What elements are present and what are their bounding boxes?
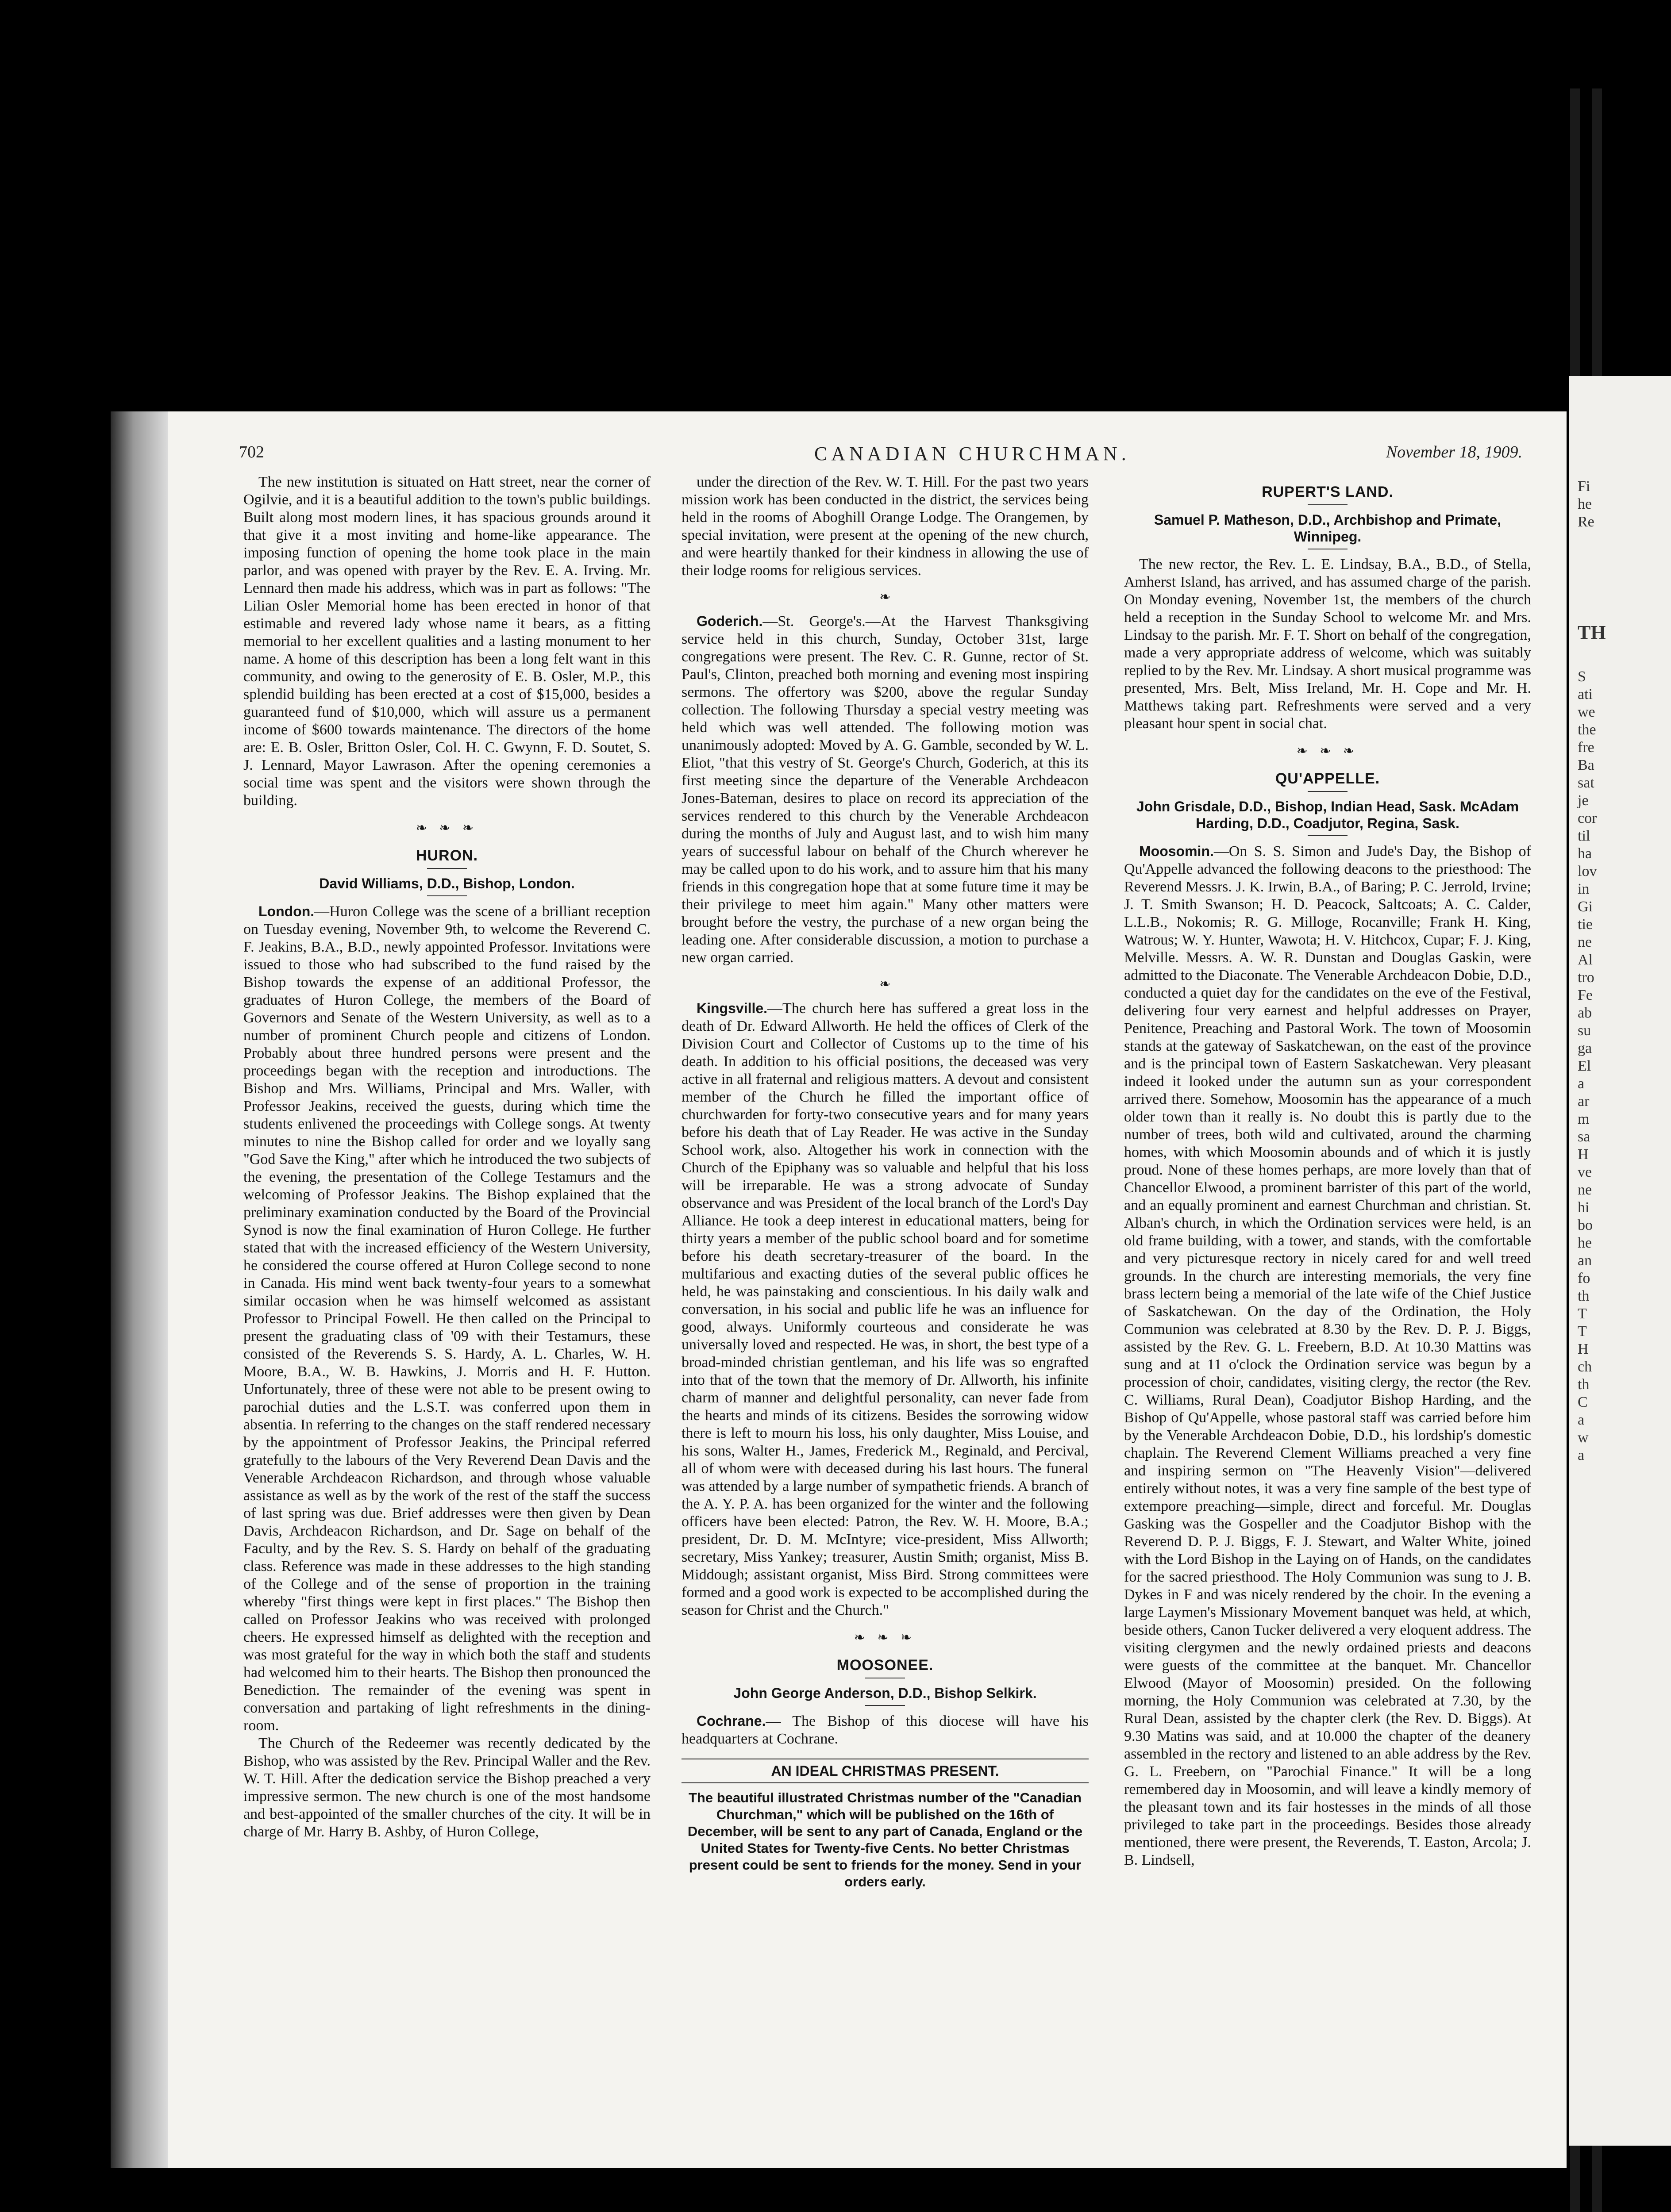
fragment-line: Fe — [1578, 987, 1593, 1003]
fragment-line: tie — [1578, 916, 1593, 933]
section-heading-moosonee: MOOSONEE. — [836, 1657, 934, 1674]
fragment-line: bo — [1578, 1217, 1593, 1233]
fragment-line: m — [1578, 1111, 1590, 1127]
fragment-line: ga — [1578, 1040, 1592, 1056]
london-text: —Huron College was the scene of a brilliant reception on Tuesday evening, November 9th, to welcome the Reverend C. F. Jeakins, B.A., B.D., newly appointed Professor. Invitations were issued to those who had subscribed to the fund raised by the Bishop towards the expense of an additional Professor, the graduates of Huron College, the members of the Board of Governors and Senate of the Western University, as well as to a number of prominent Church people and citizens of London. Probably about three hundred persons were present and the proceedings began with the reception and introductions. The Bishop and Mrs. Williams, Principal and Mrs. Waller, with Professor Jeakins, received the guests, during which time the students enlivened the proceedings with College songs. At twenty minutes to nine the Bishop called for order and we loyally sang "God Save the King," after which he introduced the two subjects of the evening, the presentation of the College Testamurs and the welcoming of Professor Jeakins. The Bishop explained that the preliminary examination conducted by the Board of the Provincial Synod is now the final examination of Huron College. He further stated that with the increased efficiency of the Western University, he considered the course offered at Huron College second to none in Canada. His mind went back twenty-four years to a somewhat similar occasion when he was himself welcomed as assistant Professor to Principal Fowell. He then called on the Principal to present the graduating class of '09 with their Testamurs, these consisted of the Reverends S. S. Hardy, A. L. Charles, W. H. Moore, B.A., W. B. Hawkins, J. Morris and H. F. Hutton. Unfortunately, three of these were not able to be present owing to parochial duties and the L.S.T. was conferred upon them in absentia. In referring to the changes on the staff rendered necessary by the appointment of Professor Jeakins, the Principal referred gratefully to the labours of the Very Reverend Dean Davis and the Venerable Archdeacon Richardson, and through whose valuable assistance as well as by the work of the rest of the staff the success of last spring was due. Brief addresses were then given by Dean Davis, Archdeacon Richardson, and Dr. Sage on behalf of the Faculty, and by the Rev. S. S. Hardy on behalf of the graduating class. Reference was made in these addresses to the high standing of the College and of the sense of proportion in the training whereby "first things were kept in first places." The Bishop then called on Professor Jeakins who was received with prolonged cheers. He expressed himself as delighted with the reception and was most grateful for the way in which both the staff and students had welcomed him to their hearts. The Bishop then pronounced the Benediction. The remainder of the evening was spent in conversation and partaking of light refreshments in the dining-room. — [243, 903, 651, 1734]
fragment-lines — [1578, 668, 1597, 1464]
column-2 — [681, 473, 1089, 2137]
cochrane-text: — The Bishop of this diocese will have his headquarters at Cochrane. — [681, 1713, 1089, 1747]
fragment-line: Al — [1578, 952, 1593, 968]
fragment-line: su — [1578, 1022, 1591, 1039]
fragment-line: sat — [1578, 775, 1594, 791]
fragment-line: Fi — [1578, 478, 1590, 495]
paragraph-lindsay-reception: The new rector, the Rev. L. E. Lindsay, B.A., B.D., of Stella, Amherst Island, has arrived, and has assumed charge of the parish. On Monday evening, November 1st, the members of the church held a reception in the Sunday School to welcome Mr. and Mrs. Lindsay to the parish. Mr. F. T. Short on behalf of the congregation, made a very appropriate address of welcome, which was suitably replied to by the Rev. Mr. Lindsay. A short musical programme was presented, Mrs. Belt, Miss Ireland, Mr. H. Cope and Mr. H. Matthews taking part. Refreshments were served and a very pleasant hour spent in social chat. — [1124, 556, 1531, 732]
goderich-text: —St. George's.—At the Harvest Thanksgiving service held in this church, Sunday, October 31st, large congregations were present. The Rev. C. R. Gunne, rector of St. Paul's, Clinton, preached both morning and evening most inspiring sermons. The offertory was $200, above the regular Sunday collection. The following Thursday a special vestry meeting was held which was well attended. The following motion was unanimously adopted: Moved by A. G. Gamble, seconded by W. L. Eliot, "that this vestry of St. George's Church, Goderich, at this its first meeting since the departure of the Venerable Archdeacon Jones-Bateman, desires to place on record its appreciation of the services rendered to this church by the Venerable Archdeacon during the months of July and August last, and to wish him many years of successful labour on behalf of the Church wherever he may be called upon to do his work, and to assure him that his many friends in this congregation hope that at some future time it may be their privilege to meet him again." Many other matters were brought before the vestry, the purchase of a new organ being the leading one. After considerable discussion, a motion to purchase a new organ carried. — [681, 613, 1089, 966]
place-lead-kingsville: Kingsville. — [697, 1000, 768, 1016]
fragment-line: Re — [1578, 514, 1594, 530]
column-1 — [243, 473, 651, 2137]
fragment-line: th — [1578, 1376, 1590, 1393]
fragment-line: ne — [1578, 934, 1592, 950]
fragment-top — [1578, 478, 1594, 531]
fragment-line: fo — [1578, 1270, 1590, 1286]
fragment-line: H — [1578, 1341, 1589, 1357]
moosomin-text: —On S. S. Simon and Jude's Day, the Bishop of Qu'Appelle advanced the following deacons to the priesthood: The Reverend Messrs. J. K. Irwin, B.A., of Baring; P. C. Jerrold, Irvine; J. T. Smith Swanson; H. D. Peacock, Saltcoats; A. C. Calder, L.L.B., Nokomis; R. G. Milloge, Rocanville; Frank H. King, Watrous; W. Y. Hunter, Wawota; H. V. Hitchcox, Cupar; F. J. King, Melville. Messrs. A. W. R. Dunstan and Douglas Gaskin, were admitted to the Diaconate. The Venerable Archdeacon Dobie, D.D., conducted a quiet day for the candidates on the eve of the Festival, delivering four very earnest and helpful addresses on Prayer, Penitence, Preaching and Pastoral Work. The town of Moosomin stands at the gateway of Saskatchewan, on the east of the province and is the principal town of Eastern Saskatchewan. Very pleasant indeed it looked under the autumn sun as your correspondent arrived there. Somehow, Moosomin has the appearance of a much older town than it really is. No doubt this is partly due to the number of trees, both wild and cultivated, around the charming homes, with which Moosomin abounds and of which it is justly proud. None of these homes perhaps, are more lovely than that of Chancellor Elwood, a prominent barrister of this part of the world, and an equally prominent and earnest Churchman and christian. St. Alban's church, in which the Ordination services were held, is an old frame building, with a tower, and stands, with the comfortable and very picturesque rectory in nicely cared for and well treed grounds. In the church are interesting memorials, the very fine brass lectern being a memorial of the late wife of the Chief Justice of Saskatchewan. On the day of the Ordination, the Holy Communion was celebrated at 8.30 by the Rev. D. P. J. Biggs, assisted by the Rev. G. L. Freebern, B.D. At 10.30 Mattins was sung and at 11 o'clock the Ordination service was begun by a procession of choir, candidates, visiting clergy, the rector (the Rev. C. Williams, Rural Dean), Coadjutor Bishop Harding, and the Bishop of Qu'Appelle, whose pastoral staff was carried before him by the Venerable Archdeacon Dobie, D.D., his lordship's domestic chaplain. The Reverend Clement Williams preached a very fine and inspiring sermon on "The Heavenly Vision"—delivered entirely without notes, it was a very fine sample of the best type of extempore preaching—simple, direct and forceful. Mr. Douglas Gasking was the Gospeller and the Coadjutor Bishop with the Reverend D. P. J. Biggs, F. J. Stewart, and Walter White, joined with the Lord Bishop in the Laying on of Hands, on the candidates for the sacred priesthood. The Holy Communion was sung to J. B. Dykes in F and was nicely rendered by the choir. In the evening a large Laymen's Missionary Movement banquet was held, at which, beside others, Canon Tucker delivered a very eloquent address. The visiting clergymen and the newly ordained priests and deacons were guests of the committee at the banquet. Mr. Chancellor Elwood (Mayor of Moosomin) presided. On the following morning, the Holy Communion was celebrated at 7.30, by the Rural Dean, assisted by the chapter clerk (the Rev. D. Biggs). At 9.30 Matins was said, and at 10.000 the chapter of the deanery assembled in the rectory and listened to an able address by the Rev. G. L. Freebern, on "Parochial Finance." It will be a long remembered day in Moosomin, and will leave a kindly memory of the pleasant town and its fair hostesses in the minds of all those privileged to take part in the proceedings. Besides those already mentioned, there were present, the Reverends, T. Easton, Arcola; J. B. Lindsell, — [1124, 843, 1531, 1868]
heading-rule — [1308, 504, 1348, 505]
section-ornament: ❧ ❧ ❧ — [854, 1630, 916, 1645]
paragraph-moosomin — [1124, 842, 1531, 1869]
paragraph-goderich — [681, 612, 1089, 967]
fragment-line: sa — [1578, 1129, 1590, 1145]
paragraph-london — [243, 902, 651, 1735]
place-lead-cochrane: Cochrane. — [697, 1713, 766, 1729]
fragment-line: an — [1578, 1252, 1592, 1269]
fragment-line: the — [1578, 722, 1596, 738]
fragment-line: a — [1578, 1075, 1585, 1092]
kingsville-text: —The church here has suffered a great loss in the death of Dr. Edward Allworth. He held the offices of Clerk of the Division Court and Collector of Customs up to the time of his death. In addition to his official positions, the deceased was very active in all fraternal and religious matters. A devout and consistent member of the Church he filled the important office of churchwarden for forty-two consecutive years and for many years before his death that of Lay Reader. He was active in the Sunday School work, also. Altogether his work in connection with the Church of the Epiphany was so valuable and helpful that his loss will be irreparable. He was a strong advocate of Sunday observance and was President of the local branch of the Lord's Day Alliance. He took a deep interest in educational matters, being for thirty years a member of the public school board and for sometime before his death secretary-treasurer of the board. In the multifarious and exacting duties of the several public offices he held, he was painstaking and conscientious. In his daily walk and conversation, in his social and public life he was an influence for good, always. Uniformly courteous and considerate he was universally loved and respected. He was, in short, the best type of a broad-minded christian gentleman, and his life was so engrafted into that of the town that the memory of Dr. Allworth, his infinite charm of manner and delightful personality, can never fade from the hearts and minds of its citizens. Besides the sorrowing widow there is left to mourn his loss, his only daughter, Miss Louise, and his sons, Walter H., James, Frederick M., Reginald, and Percival, all of whom were with deceased during his last hours. The funeral was attended by a large number of sympathetic friends. A branch of the A. Y. P. A. has been organized for the winter and the following officers have been elected: Patron, the Rev. W. H. Moore, B.A.; president, Dr. D. M. McIntyre; vice-president, Miss Allworth; secretary, Miss Yankey; treasurer, Austin Smith; organist, Miss B. Middough; assistant organist, Miss Bird. Strong committees were formed and a good work is expected to be accomplished during the season for Christ and the Church." — [681, 1000, 1089, 1618]
fragment-line: w — [1578, 1429, 1589, 1446]
fragment-line: ab — [1578, 1005, 1592, 1021]
adjacent-page-fragment — [1569, 376, 1671, 2146]
fragment-line: ar — [1578, 1093, 1590, 1110]
column-3 — [1124, 473, 1531, 2137]
paragraph-cochrane — [681, 1712, 1089, 1748]
fragment-line: H — [1578, 1146, 1589, 1163]
paragraph-kingsville — [681, 999, 1089, 1619]
section-heading-quappelle: QU'APPELLE. — [1275, 770, 1380, 787]
fragment-line: C — [1578, 1394, 1588, 1410]
issue-date: November 18, 1909. — [1386, 443, 1522, 461]
paragraph-hill-mission: under the direction of the Rev. W. T. Hill. For the past two years mission work has been conducted in the district, the services being held in the rooms of Aboghill Orange Lodge. The Orangemen, by special invitation, were present at the opening of the new church, and were heartily thanked for their kindness in allowing the use of their lodge rooms for religious services. — [681, 474, 1089, 579]
fragment-line: th — [1578, 1288, 1590, 1304]
fragment-line: je — [1578, 792, 1589, 809]
heading-rule — [865, 1705, 905, 1706]
heading-rule — [427, 895, 467, 896]
heading-rule — [427, 868, 467, 869]
paragraph-ornament: ❧ — [879, 590, 891, 604]
fragment-line: ha — [1578, 845, 1592, 862]
fragment-line: ati — [1578, 686, 1593, 703]
place-lead-goderich: Goderich. — [697, 613, 763, 629]
fragment-line: S — [1578, 668, 1586, 685]
fragment-heading: TH — [1578, 622, 1606, 643]
paragraph-ornament: ❧ — [879, 977, 891, 991]
fragment-line: a — [1578, 1447, 1585, 1463]
fragment-line: we — [1578, 704, 1595, 720]
bishop-line-moosonee: John George Anderson, D.D., Bishop Selkirk. — [733, 1685, 1037, 1701]
page-header — [239, 442, 1522, 469]
fragment-line: ne — [1578, 1182, 1592, 1198]
fragment-line: til — [1578, 828, 1590, 844]
fragment-line: Ba — [1578, 757, 1594, 773]
fragment-line: tro — [1578, 969, 1594, 986]
fragment-line: fre — [1578, 739, 1594, 756]
advert-title: AN IDEAL CHRISTMAS PRESENT. — [681, 1759, 1089, 1783]
page-number: 702 — [239, 443, 264, 461]
fragment-line: he — [1578, 1235, 1592, 1251]
fragment-line: cor — [1578, 810, 1597, 826]
paragraph-osler-home: The new institution is situated on Hatt street, near the corner of Ogilvie, and it is a beautiful addition to the town's public buildings. Built along most modern lines, it has spacious grounds around it that give it a most inviting and home-like appearance. The imposing function of opening the home took place in the main parlor, and was opened with prayer by the Rev. E. A. Irving. Mr. Lennard then made his address, which was in part as follows: "The Lilian Osler Memorial home has been erected in honor of that estimable and revered lady whose name it bears, as a fitting memorial to her excellent qualities and a lasting monument to her name. A home of this description has been a long felt want in this community, and owing to the generosity of E. B. Osler, M.P., this splendid building has been erected at a cost of $15,000, besides a guaranteed fund of $10,000, which will assure us a permanent income of $600 towards maintenance. The directors of the home are: E. B. Osler, Britton Osler, Col. H. C. Gwynn, F. D. Soutet, S. J. Lennard, Mayor Lawrason. After the opening ceremonies a social time was spent and the visitors were shown through the building. — [243, 474, 651, 809]
fragment-line: he — [1578, 496, 1592, 512]
fragment-line: El — [1578, 1058, 1591, 1074]
fragment-line: ve — [1578, 1164, 1592, 1180]
fragment-line: T — [1578, 1323, 1587, 1340]
masthead-title: CANADIAN CHURCHMAN. — [814, 443, 1130, 465]
fragment-line: T — [1578, 1306, 1587, 1322]
place-lead-moosomin: Moosomin. — [1139, 843, 1214, 859]
fragment-line: lov — [1578, 863, 1597, 879]
bishop-line-ruperts-land: Samuel P. Matheson, D.D., Archbishop and Primate, Winnipeg. — [1154, 512, 1502, 545]
place-lead-london: London. — [258, 903, 315, 919]
fragment-line: Gi — [1578, 899, 1593, 915]
binding-gutter — [111, 411, 168, 2168]
fragment-line: in — [1578, 881, 1590, 897]
paragraph-redeemer: The Church of the Redeemer was recently dedicated by the Bishop, who was assisted by the Rev. Principal Waller and the Rev. W. T. Hill. After the dedication service the Bishop preached a very impressive sermon. The new church is one of the most handsome and best-appointed of the smaller churches of the city. It will be in charge of Mr. Harry B. Ashby, of Huron College, — [243, 1735, 651, 1840]
heading-rule — [1308, 791, 1348, 792]
section-ornament: ❧ ❧ ❧ — [1296, 744, 1359, 758]
section-ornament: ❧ ❧ ❧ — [416, 821, 478, 835]
fragment-line: hi — [1578, 1199, 1590, 1216]
advert-text: The beautiful illustrated Christmas number of the "Canadian Churchman," which will be published on the 16th of December, will be sent to any part of Canada, England or the United States for Twenty-five Cents. No better Christmas present could be sent to friends for the money. Send in your orders early. — [687, 1790, 1083, 1889]
heading-rule — [1308, 835, 1348, 836]
newspaper-page — [111, 411, 1567, 2168]
section-heading-ruperts-land: RUPERT'S LAND. — [1262, 484, 1394, 500]
section-heading-huron: HURON. — [416, 847, 478, 864]
bishop-line-quappelle: John Grisdale, D.D., Bishop, Indian Head, Sask. McAdam Harding, D.D., Coadjutor, Regina, Sask. — [1136, 799, 1519, 831]
fragment-line: a — [1578, 1412, 1585, 1428]
bishop-line-huron: David Williams, D.D., Bishop, London. — [319, 876, 575, 891]
left-dark-margin — [0, 0, 111, 2212]
fragment-line: ch — [1578, 1359, 1592, 1375]
